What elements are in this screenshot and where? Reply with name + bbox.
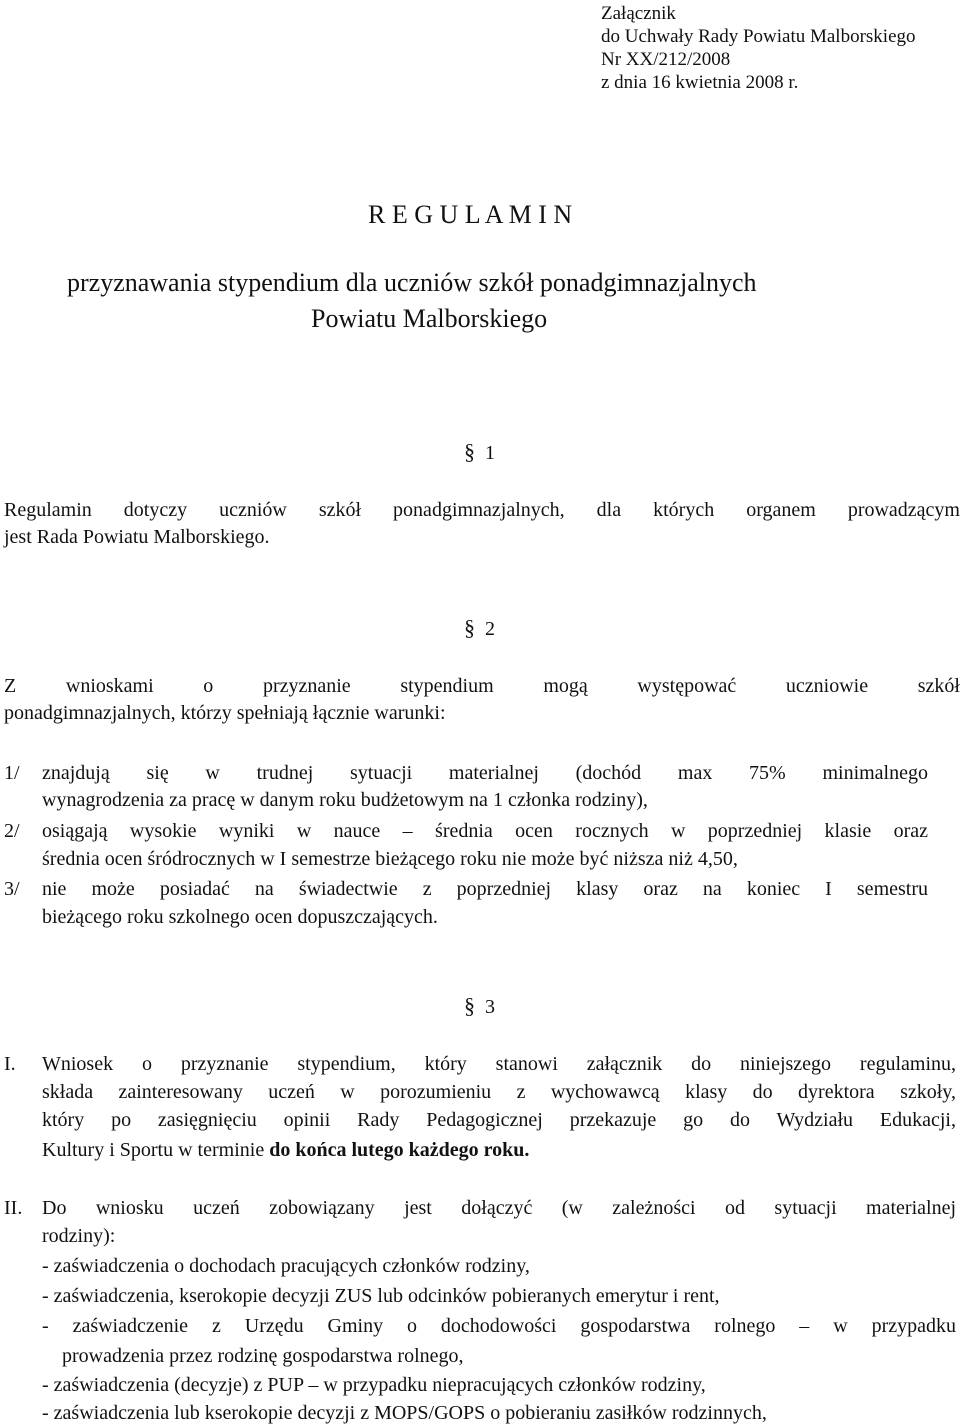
header-annex: Załącznik <box>601 3 676 24</box>
point-i-line3: który po zasięgnięciu opinii Rady Pedagogicznej przekazuje go do Wydziału Edukacji, <box>42 1109 956 1131</box>
point-number: I. <box>4 1053 16 1075</box>
header-date: z dnia 16 kwietnia 2008 r. <box>601 72 799 93</box>
point-i-line1: Wniosek o przyznanie stypendium, który stanowi załącznik do niniejszego regulaminu, <box>42 1053 956 1075</box>
list-item-line1: osiągają wysokie wyniki w nauce – średnia ocen rocznych w poprzedniej klasie oraz <box>42 820 928 842</box>
section-1-line1: Regulamin dotyczy uczniów szkół ponadgimnazjalnych, dla których organem prowadzącym <box>4 499 960 521</box>
list-item-number: 2/ <box>4 820 20 842</box>
section-symbol: § <box>464 993 475 1018</box>
list-item-line2: bieżącego roku szkolnego ocen dopuszczających. <box>42 906 438 928</box>
point-ii-line1: Do wniosku uczeń zobowiązany jest dołączyć (w zależności od sytuacji materialnej <box>42 1197 956 1219</box>
list-item-number: 1/ <box>4 762 20 784</box>
section-number: 1 <box>485 442 495 464</box>
subtitle-line1: przyznawania stypendium dla uczniów szkół ponadgimnazjalnych <box>67 268 757 297</box>
list-item-line2: wynagrodzenia za pracę w danym roku budżetowym na 1 członka rodziny), <box>42 789 648 811</box>
header-resolution: do Uchwały Rady Powiatu Malborskiego <box>601 26 916 47</box>
header-number: Nr XX/212/2008 <box>601 49 731 70</box>
section-2-intro-line1: Z wnioskami o przyznanie stypendium mogą występować uczniowie szkół <box>4 675 960 697</box>
attachment-item-continuation: prowadzenia przez rodzinę gospodarstwa rolnego, <box>62 1345 464 1367</box>
section-1-heading <box>464 439 495 465</box>
deadline-text: do końca lutego każdego roku. <box>269 1139 530 1161</box>
attachment-item: - zaświadczenia, kserokopie decyzji ZUS lub odcinków pobieranych emerytur i rent, <box>42 1285 720 1307</box>
list-item-line2: średnia ocen śródrocznych w I semestrze bieżącego roku nie może być niższa niż 4,50, <box>42 848 738 870</box>
section-symbol: § <box>464 615 475 640</box>
point-i-line4 <box>42 1137 529 1164</box>
section-number: 3 <box>485 996 495 1018</box>
attachment-item: - zaświadczenia o dochodach pracujących członków rodziny, <box>42 1255 530 1277</box>
attachment-item: - zaświadczenie z Urzędu Gminy o dochodowości gospodarstwa rolnego – w przypadku <box>42 1315 956 1337</box>
section-1-line2: jest Rada Powiatu Malborskiego. <box>4 526 270 548</box>
section-3-heading <box>464 993 495 1019</box>
subtitle-line2: Powiatu Malborskiego <box>311 304 548 333</box>
section-number: 2 <box>485 618 495 640</box>
list-item-line1: nie może posiadać na świadectwie z poprzedniej klasy oraz na koniec I semestru <box>42 878 928 900</box>
section-2-heading <box>464 615 495 641</box>
attachment-item: - zaświadczenia lub kserokopie decyzji z MOPS/GOPS o pobieraniu zasiłków rodzinnych, <box>42 1402 767 1424</box>
section-2-intro-line2: ponadgimnazjalnych, którzy spełniają łącznie warunki: <box>4 702 446 724</box>
point-number: II. <box>4 1197 23 1219</box>
point-i-line2: składa zainteresowany uczeń w porozumieniu z wychowawcą klasy do dyrektora szkoły, <box>42 1081 956 1103</box>
list-item-number: 3/ <box>4 878 20 900</box>
list-item-line1: znajdują się w trudnej sytuacji materialnej (dochód max 75% minimalnego <box>42 762 928 784</box>
point-ii-line2: rodziny): <box>42 1225 116 1247</box>
section-symbol: § <box>464 439 475 464</box>
deadline-prefix: Kultury i Sportu w terminie <box>42 1139 270 1161</box>
attachment-item: - zaświadczenia (decyzje) z PUP – w przypadku niepracujących członków rodziny, <box>42 1374 706 1396</box>
page-title: R E G U L A M I N <box>368 200 573 229</box>
